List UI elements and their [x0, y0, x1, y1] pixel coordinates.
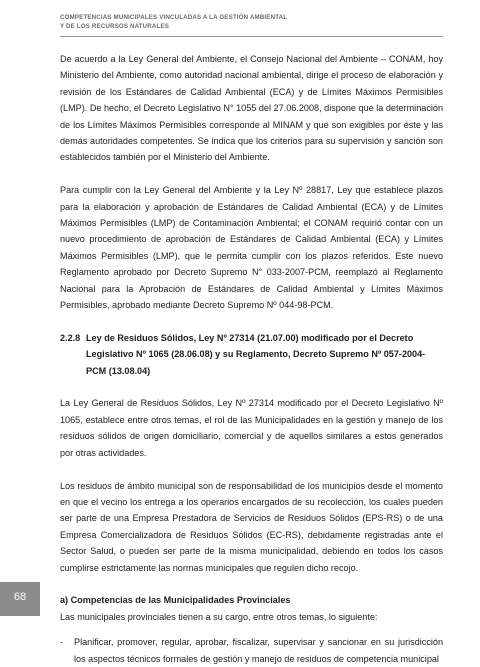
paragraph-residuos-municipales: Los residuos de ámbito municipal son de responsabilidad de los municipios desde el momento en que el vecino los entrega a los operarios encargados de su recolección, los cuales pueden ser parte de una Empresa Prestadora de Servicios de Residuos Sólidos (EPS-RS) o de una Empresa Comercializadora de Residuos Sólidos (EC-RS), debidamente registradas ante el Sector Salud, o pueden ser parte de la misma municipalidad, debiendo en todos los casos cumplirse estrictamente las normas municipales que regulen dicho recojo. — [60, 480, 443, 573]
header-line-1: COMPETENCIAS MUNICIPALES VINCULADAS A LA GESTIÓN AMBIENTAL — [60, 14, 288, 21]
running-header — [60, 14, 460, 31]
paragraph-ley-28817: Para cumplir con la Ley General del Ambiente y la Ley Nº 28817, Ley que establece plazos para la elaboración y aprobación de Estándares de Calidad Ambiental (ECA) y de Límites Máximos Permisibles (LMP) de Contaminación Ambiental; el CONAM requirió contar con un nuevo procedimiento de aprobación de Estándares de Calidad Ambiental (ECA) y Límites Máximos Permisibles (LMP), que le permita cumplir con los plazos referidos. Este nuevo Reglamento aprobado por Decreto Supremo N° 033-2007-PCM, reemplazó al Reglamento Nacional para la Aprobación de Estándares de Calidad Ambiental y Límites Máximos Permisibles, aprobado mediante Decreto Supremo Nº 044-98-PCM. — [60, 185, 443, 311]
section-title: Ley de Residuos Sólidos, Ley Nº 27314 (21.07.00) modificado por el Decreto Legislativo Nº 1065 (28.06.08) y su Reglamento, Decreto Supremo Nº 057-2004-PCM (13.08.04) — [86, 332, 426, 376]
header-divider — [60, 36, 443, 37]
subheading-competencias: a) Competencias de las Municipalidades Provinciales — [60, 595, 291, 606]
paragraph-intro-list: Las municipales provinciales tienen a su cargo, entre otros temas, lo siguiente: — [60, 611, 378, 622]
bullet-marker: - — [60, 637, 64, 648]
section-number: 2.2.8 — [60, 332, 81, 343]
list-item-text: Planificar, promover, regular, aprobar, fiscalizar, supervisar y sancionar en su jurisdicción los aspectos técnicos formales de gestión y manejo de residuos de competencia municipal — [74, 637, 443, 664]
list-item — [60, 634, 443, 667]
header-line-2: Y DE LOS RECURSOS NATURALES — [60, 22, 170, 30]
page-body — [60, 51, 443, 667]
paragraph-ley-27314: La Ley General de Residuos Sólidos, Ley Nº 27314 modificado por el Decreto Legislativo Nº 1065, establece entre otros temas, el rol de las Municipalidades en la gestión y manejo de los residuos sólidos de origen domiciliario, comercial y de aquellos similares a estos generados por otras actividades. — [60, 398, 443, 458]
section-heading — [60, 330, 443, 379]
page-number: 68 — [13, 591, 27, 603]
paragraph-conam: De acuerdo a la Ley General del Ambiente, el Consejo Nacional del Ambiente – CONAM, hoy Ministerio del Ambiente, como autoridad nacional ambiental, dirige el proceso de elaboración y revisión de los Estándares de Calidad Ambiental (ECA) y de Límites Máximos Permisibles (LMP). De hecho, el Decreto Legislativo N° 1055 del 27.06.2008, dispone que la determinación de los Límites Máximos Permisibles corresponde al MINAM y que son exigibles por éste y las demás autoridades competentes. Se indica que los criterios para su supervisión y sanción son establecidos también por el Ministerio del Ambiente. — [60, 54, 443, 163]
